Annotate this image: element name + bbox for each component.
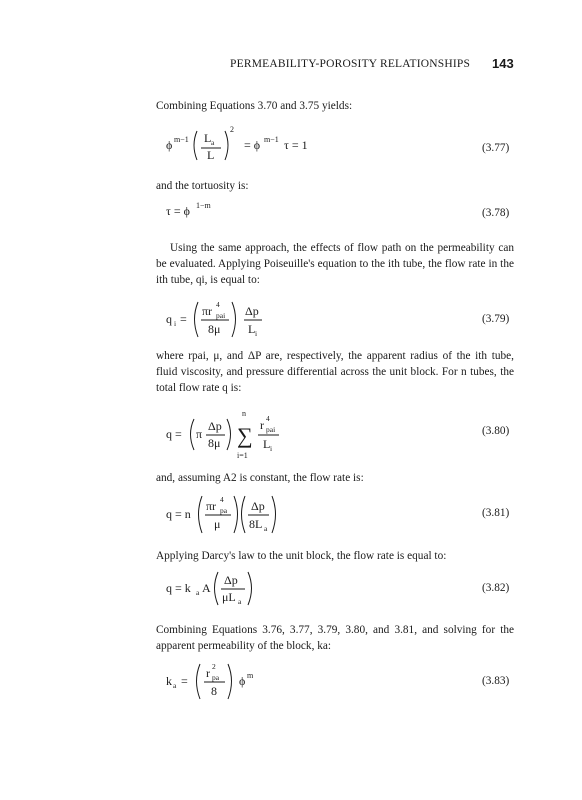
svg-text:r: r <box>260 418 264 432</box>
equation-3-79-formula <box>166 296 466 346</box>
equation-number-3-82: (3.82) <box>482 582 510 594</box>
equation-3-82 <box>166 566 516 626</box>
equation-number-3-77: (3.77) <box>482 142 510 154</box>
equation-3-77-formula <box>166 118 466 168</box>
svg-text:Δp: Δp <box>208 419 222 433</box>
svg-text:i: i <box>270 444 273 453</box>
svg-text:a: a <box>196 588 200 597</box>
svg-text:4: 4 <box>216 300 220 309</box>
equation-3-83-formula <box>166 658 466 708</box>
svg-text:8μ: 8μ <box>208 322 221 336</box>
svg-text:2: 2 <box>212 662 216 671</box>
svg-text:m−1: m−1 <box>264 135 279 144</box>
equation-number-3-78: (3.78) <box>482 207 510 219</box>
svg-text:πr: πr <box>202 304 213 318</box>
svg-text:pai: pai <box>266 425 276 434</box>
paragraph-same-approach: Using the same approach, the effects of flow path on the permeability can be evaluated. Applying Poiseuille's equation to the ith tube, the flow rate in the ith tube, qi, is equal to: <box>156 242 514 286</box>
equation-3-81 <box>166 490 516 550</box>
svg-text:q =: q = <box>166 427 182 441</box>
svg-text:k: k <box>166 674 172 688</box>
equation-3-82-formula <box>166 566 466 610</box>
svg-text:= ϕ: = ϕ <box>244 138 261 152</box>
svg-text:a: a <box>211 138 215 147</box>
svg-text:pa: pa <box>212 673 220 682</box>
paragraph-combining-3-70: Combining Equations 3.70 and 3.75 yields: <box>156 100 353 112</box>
svg-text:q = n: q = n <box>166 507 191 521</box>
svg-text:r: r <box>206 666 210 680</box>
svg-text:q: q <box>166 312 172 326</box>
svg-text:Δp: Δp <box>224 573 238 587</box>
svg-text:a: a <box>173 681 177 690</box>
svg-text:A: A <box>202 581 211 595</box>
svg-text:ϕ: ϕ <box>239 674 246 688</box>
page-number: 143 <box>492 56 514 71</box>
svg-text:8: 8 <box>211 684 217 698</box>
svg-text:pai: pai <box>216 311 226 320</box>
equation-3-80-formula <box>166 408 466 468</box>
equation-3-79 <box>166 296 516 356</box>
svg-text:Δp: Δp <box>245 304 259 318</box>
svg-text:Δp: Δp <box>251 499 265 513</box>
paragraph-combining-3-76: Combining Equations 3.76, 3.77, 3.79, 3.80, and 3.81, and solving for the apparent permeability of the block, ka: <box>156 624 514 652</box>
svg-text:a: a <box>238 597 242 606</box>
equation-3-81-formula <box>166 490 466 540</box>
svg-text:=: = <box>180 312 187 326</box>
svg-text:q = k: q = k <box>166 581 191 595</box>
equation-3-78-formula <box>166 198 366 222</box>
svg-text:i=1: i=1 <box>237 451 248 460</box>
running-title: PERMEABILITY-POROSITY RELATIONSHIPS <box>230 58 471 70</box>
equation-number-3-83: (3.83) <box>482 675 510 687</box>
svg-text:8L: 8L <box>249 517 263 531</box>
svg-text:τ = 1: τ = 1 <box>284 138 308 152</box>
paragraph-darcy-law: Applying Darcy's law to the unit block, the flow rate is equal to: <box>156 550 447 562</box>
svg-text:4: 4 <box>220 495 224 504</box>
svg-text:∑: ∑ <box>237 423 253 448</box>
paragraph-assuming-a2: and, assuming A2 is constant, the flow rate is: <box>156 472 364 484</box>
svg-text:ϕ: ϕ <box>166 138 173 152</box>
svg-text:π: π <box>196 427 203 441</box>
svg-text:i: i <box>255 329 258 338</box>
equation-3-77 <box>166 118 516 178</box>
svg-text:L: L <box>204 131 212 145</box>
equation-number-3-81: (3.81) <box>482 507 510 519</box>
equation-3-80 <box>166 408 516 468</box>
svg-text:a: a <box>264 524 268 533</box>
svg-text:pa: pa <box>220 506 228 515</box>
svg-text:2: 2 <box>230 125 234 134</box>
svg-text:L: L <box>263 437 271 451</box>
svg-text:τ = ϕ: τ = ϕ <box>166 204 190 218</box>
svg-text:m−1: m−1 <box>174 135 189 144</box>
svg-text:μL: μL <box>222 590 236 604</box>
svg-text:m: m <box>247 671 254 680</box>
paragraph-tortuosity: and the tortuosity is: <box>156 180 249 192</box>
equation-number-3-79: (3.79) <box>482 313 510 325</box>
svg-text:1−m: 1−m <box>196 201 211 210</box>
equation-3-78 <box>166 198 516 228</box>
svg-text:i: i <box>174 319 177 328</box>
paragraph-where-rpai: where rpai, μ, and ΔP are, respectively, the apparent radius of the ith tube, fluid viscosity, and pressure differential across the unit block. For n tubes, the total flow rate q is: <box>156 350 514 394</box>
svg-text:4: 4 <box>266 414 270 423</box>
svg-text:μ: μ <box>214 517 221 531</box>
svg-text:L: L <box>207 148 215 162</box>
equation-number-3-80: (3.80) <box>482 425 510 437</box>
svg-text:n: n <box>242 409 246 418</box>
equation-3-83 <box>166 658 516 718</box>
svg-text:πr: πr <box>206 499 217 513</box>
svg-text:8μ: 8μ <box>208 436 221 450</box>
svg-text:=: = <box>181 674 188 688</box>
svg-text:L: L <box>248 322 256 336</box>
